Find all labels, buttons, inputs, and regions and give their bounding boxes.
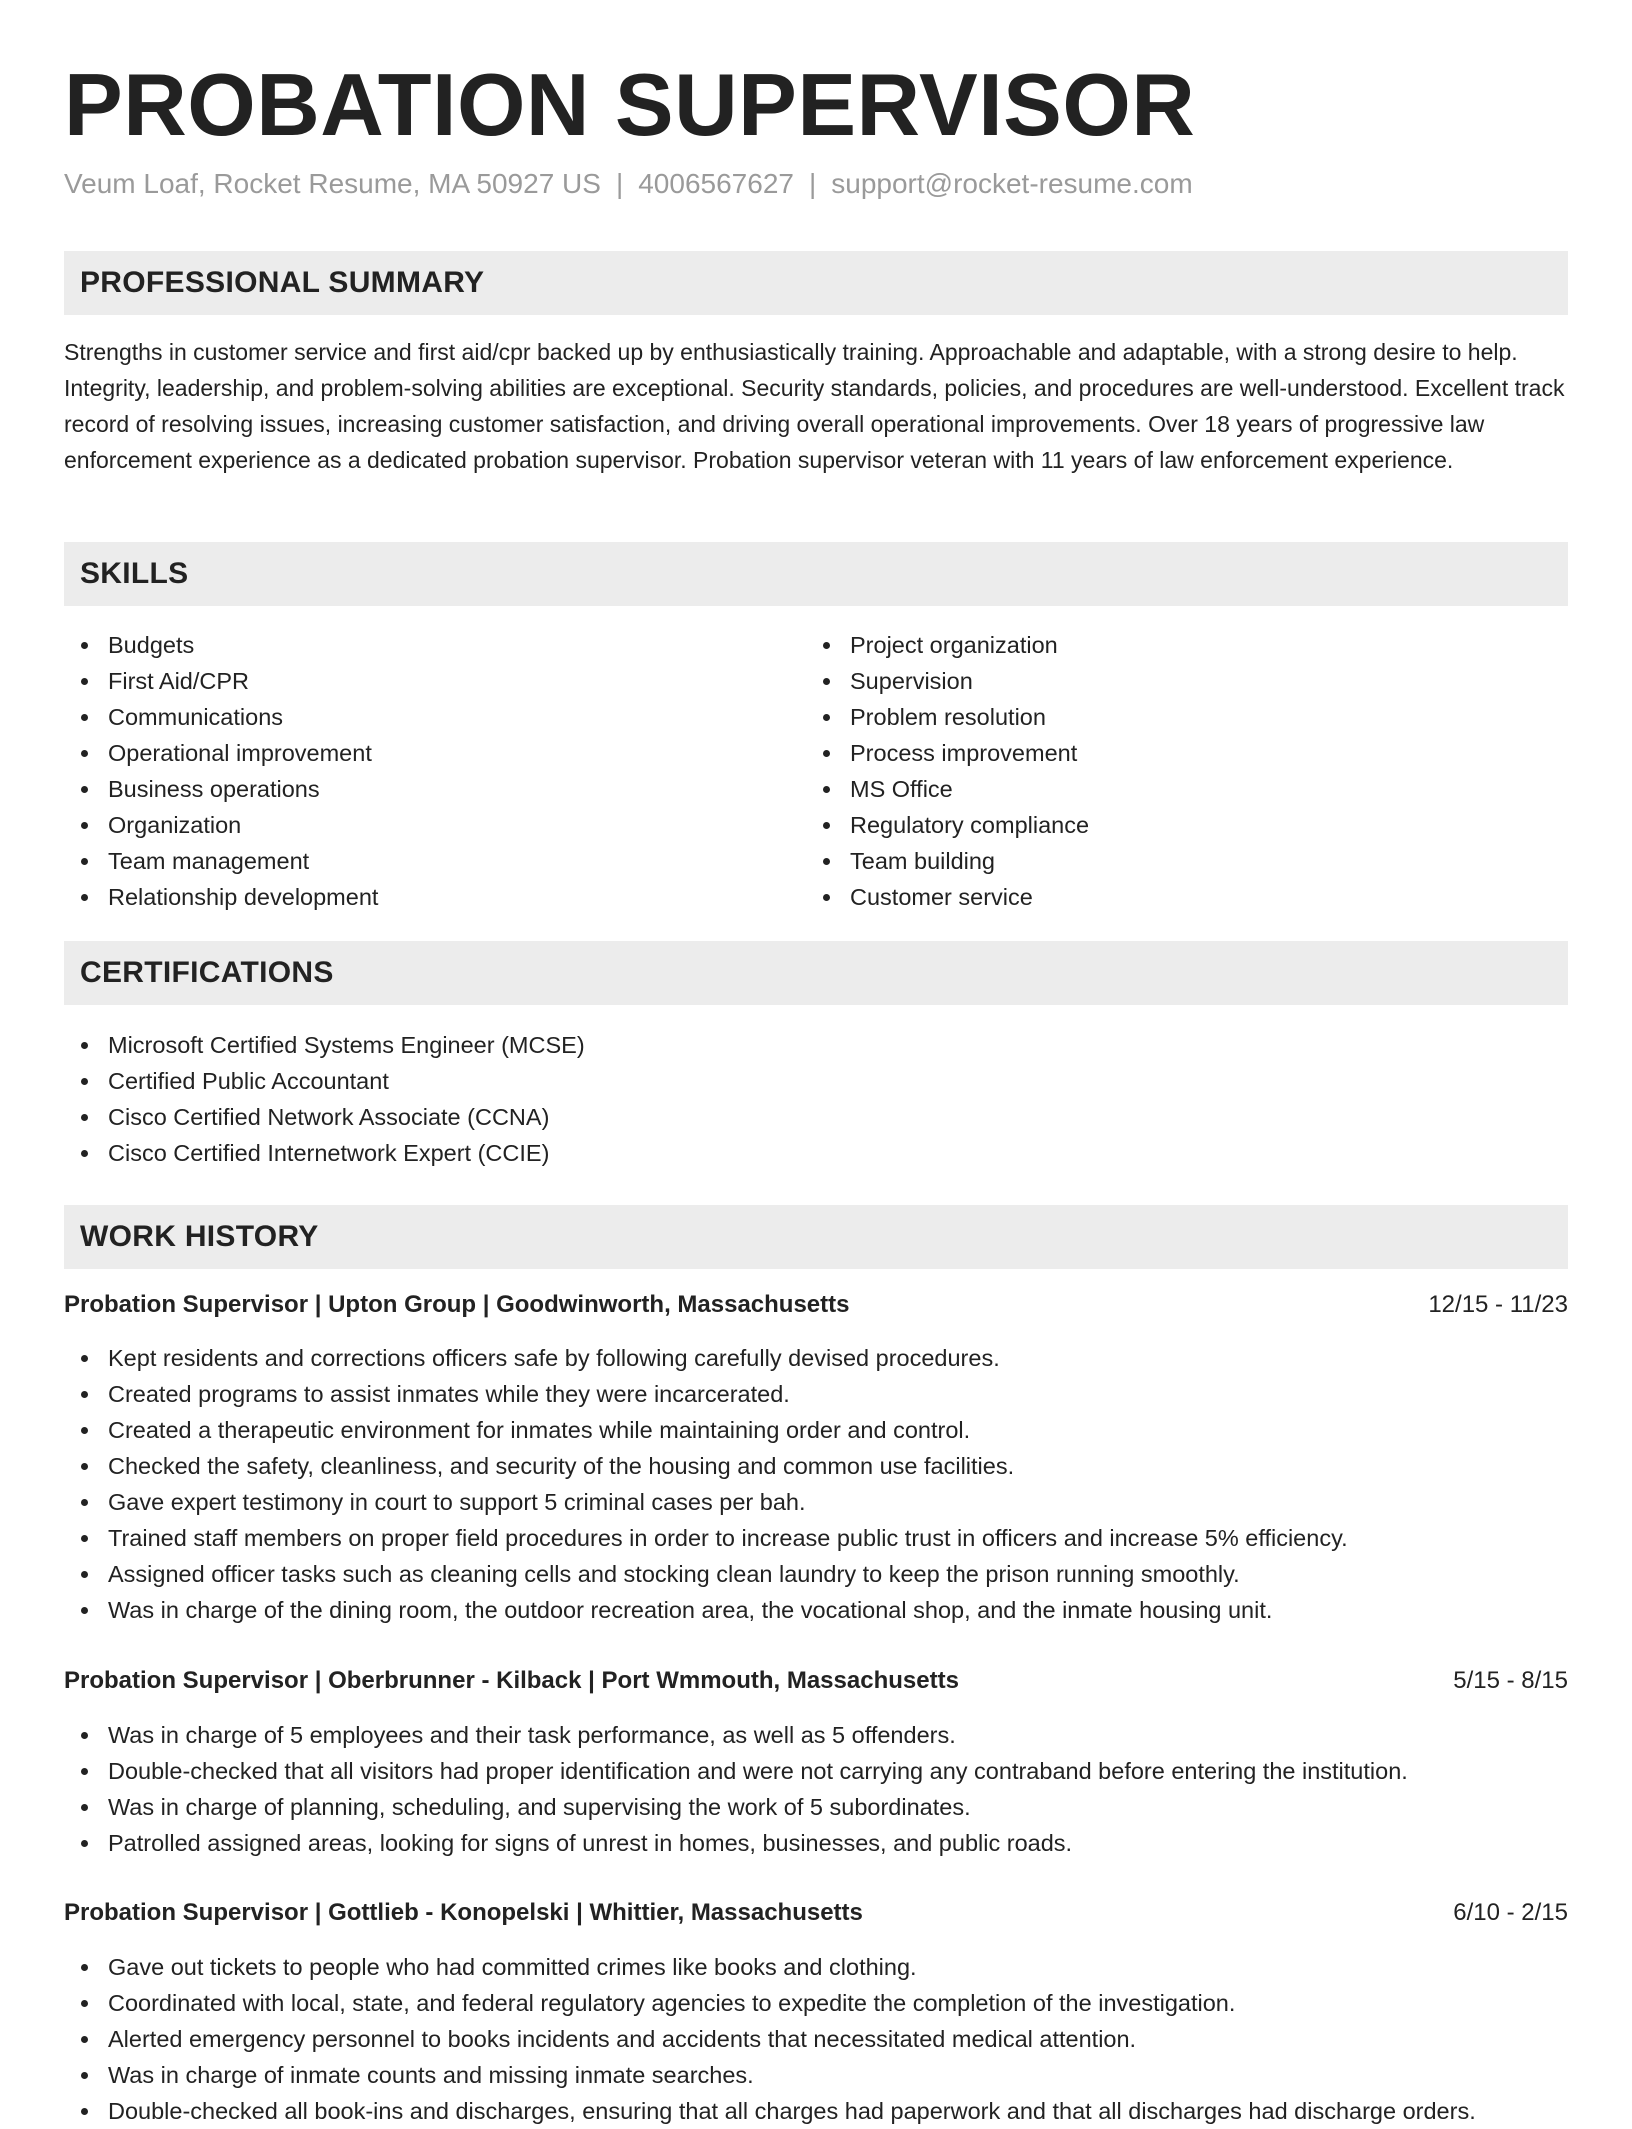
job-bullet: Patrolled assigned areas, looking for signs of unrest in homes, businesses, and public roads. [64,1825,1408,1861]
skills-list-left [64,627,378,915]
job-bullet: Coordinated with local, state, and federal regulatory agencies to expedite the completion of the investigation. [64,1985,1476,2021]
certification-item: Cisco Certified Internetwork Expert (CCIE) [64,1135,585,1171]
skill-item: Relationship development [64,879,378,915]
job-dates: 6/10 - 2/15 [1453,1899,1568,1926]
job-bullets [64,1949,1476,2129]
job-bullet: Kept residents and corrections officers safe by following carefully devised procedures. [64,1340,1348,1376]
skill-item: Budgets [64,627,378,663]
job-header [64,1663,1568,1699]
section-heading-work-history [64,1205,1568,1269]
job-bullet: Checked the safety, cleanliness, and security of the housing and common use facilities. [64,1448,1348,1484]
skill-item: Problem resolution [806,699,1089,735]
job-bullet: Alerted emergency personnel to books incidents and accidents that necessitated medical attention. [64,2021,1476,2057]
skill-item: Organization [64,807,378,843]
job-bullet: Created a therapeutic environment for inmates while maintaining order and control. [64,1412,1348,1448]
job-bullet: Gave out tickets to people who had committed crimes like books and clothing. [64,1949,1476,1985]
skill-item: Operational improvement [64,735,378,771]
section-heading-summary [64,251,1568,315]
job-bullet: Was in charge of 5 employees and their task performance, as well as 5 offenders. [64,1717,1408,1753]
section-heading-label: CERTIFICATIONS [80,956,334,989]
job-bullet: Was in charge of inmate counts and missing inmate searches. [64,2057,1476,2093]
skill-item: First Aid/CPR [64,663,378,699]
certification-item: Cisco Certified Network Associate (CCNA) [64,1099,585,1135]
certifications-list [64,1027,585,1171]
job-bullets [64,1340,1348,1628]
job-bullet: Double-checked that all visitors had proper identification and were not carrying any contraband before entering the institution. [64,1753,1408,1789]
summary-text: Strengths in customer service and first aid/cpr backed up by enthusiastically training. Approachable and adaptable, with a strong desire to help. Integrity, leadership, and problem-solving abilities are exceptional. Security standards, policies, and procedures are well-understood. Excellent track record of resolving issues, increasing customer satisfaction, and driving overall operational improvements. Over 18 years of progressive law enforcement experience as a dedicated probation supervisor. Probation supervisor veteran with 11 years of law enforcement experience. [64,339,1565,473]
job-header [64,1895,1568,1931]
job-header [64,1287,1568,1323]
job-bullet: Was in charge of planning, scheduling, and supervising the work of 5 subordinates. [64,1789,1408,1825]
skills-list-right [806,627,1089,915]
contact-separator: | [808,168,817,199]
contact-email: support@rocket-resume.com [831,168,1193,199]
section-heading-label: SKILLS [80,557,189,590]
job-bullet: Created programs to assist inmates while they were incarcerated. [64,1376,1348,1412]
skill-item: Project organization [806,627,1089,663]
job-bullet: Was in charge of the dining room, the outdoor recreation area, the vocational shop, and the inmate housing unit. [64,1592,1348,1628]
section-heading-skills [64,542,1568,606]
section-heading-certifications [64,941,1568,1005]
skill-item: MS Office [806,771,1089,807]
skill-item: Team building [806,843,1089,879]
skill-item: Regulatory compliance [806,807,1089,843]
skill-item: Customer service [806,879,1089,915]
section-heading-label: PROFESSIONAL SUMMARY [80,266,485,299]
contact-line [64,166,1193,202]
skill-item: Team management [64,843,378,879]
contact-address: Veum Loaf, Rocket Resume, MA 50927 US [64,168,601,199]
certification-item: Certified Public Accountant [64,1063,585,1099]
certification-item: Microsoft Certified Systems Engineer (MCSE) [64,1027,585,1063]
job-bullet: Trained staff members on proper field procedures in order to increase public trust in officers and increase 5% efficiency. [64,1520,1348,1556]
resume-name: PROBATION SUPERVISOR [64,55,1196,154]
skill-item: Communications [64,699,378,735]
skill-item: Business operations [64,771,378,807]
skill-item: Supervision [806,663,1089,699]
job-title: Probation Supervisor | Oberbrunner - Kilback | Port Wmmouth, Massachusetts [64,1667,959,1694]
job-bullets [64,1717,1408,1861]
job-title: Probation Supervisor | Upton Group | Goodwinworth, Massachusetts [64,1291,850,1318]
section-heading-label: WORK HISTORY [80,1220,319,1253]
job-dates: 12/15 - 11/23 [1428,1291,1568,1318]
job-dates: 5/15 - 8/15 [1453,1667,1568,1694]
job-bullet: Assigned officer tasks such as cleaning cells and stocking clean laundry to keep the prison running smoothly. [64,1556,1348,1592]
job-title: Probation Supervisor | Gottlieb - Konopelski | Whittier, Massachusetts [64,1899,863,1926]
job-bullet: Gave expert testimony in court to support 5 criminal cases per bah. [64,1484,1348,1520]
skill-item: Process improvement [806,735,1089,771]
contact-separator: | [615,168,624,199]
job-bullet: Double-checked all book-ins and discharges, ensuring that all charges had paperwork and that all discharges had discharge orders. [64,2093,1476,2129]
contact-phone: 4006567627 [638,168,794,199]
